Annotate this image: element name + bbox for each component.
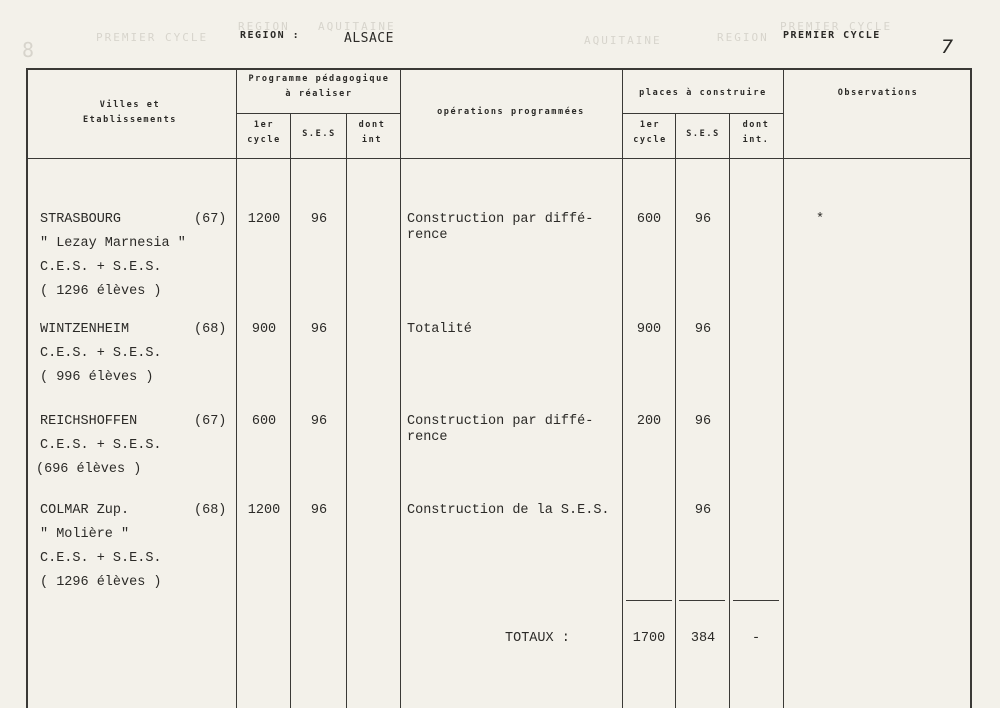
table-frame bbox=[26, 68, 972, 708]
establishment-type: C.E.S. + S.E.S. bbox=[40, 438, 162, 453]
totals-label: TOTAUX : bbox=[505, 631, 570, 646]
prog-1er-value: 600 bbox=[251, 414, 277, 429]
student-count: ( 1296 élèves ) bbox=[40, 575, 162, 590]
ghost-cycle-right: PREMIER CYCLE bbox=[780, 20, 893, 33]
department-code: (67) bbox=[194, 212, 227, 227]
establishment-type: C.E.S. + S.E.S. bbox=[40, 260, 162, 275]
places-ses-value: 96 bbox=[694, 503, 712, 518]
totals-rule bbox=[733, 600, 779, 601]
prog-ses-value: 96 bbox=[310, 322, 328, 337]
totals-places-1er: 1700 bbox=[632, 631, 666, 646]
department-code: (68) bbox=[194, 503, 227, 518]
establishment-name: " Lezay Marnesia " bbox=[40, 236, 186, 251]
totals-places-ses: 384 bbox=[690, 631, 716, 646]
col-rule bbox=[236, 68, 237, 708]
observation-asterisk: * bbox=[816, 212, 825, 227]
department-code: (67) bbox=[194, 414, 227, 429]
ghost-region-mid: REGION bbox=[717, 31, 769, 44]
prog-ses-value: 96 bbox=[310, 212, 328, 227]
places-1er-value: 200 bbox=[636, 414, 662, 429]
prog-ses-value: 96 bbox=[310, 503, 328, 518]
ghost-page-number: 8 bbox=[22, 38, 37, 62]
city-name: WINTZENHEIM bbox=[40, 322, 130, 337]
col-header-places-ses: S.E.S bbox=[686, 129, 720, 139]
header-bottom-rule bbox=[26, 158, 972, 159]
city-name: STRASBOURG bbox=[40, 212, 122, 227]
col-header-prog-ses: S.E.S bbox=[302, 129, 336, 139]
header-subrule bbox=[622, 113, 783, 114]
student-count: ( 1296 élèves ) bbox=[40, 284, 162, 299]
ghost-region-name-mid: AQUITAINE bbox=[584, 34, 662, 47]
totals-rule bbox=[626, 600, 672, 601]
cycle-title: PREMIER CYCLE bbox=[783, 30, 881, 41]
prog-1er-value: 900 bbox=[251, 322, 277, 337]
page-number: 7 bbox=[941, 36, 954, 58]
ghost-cycle-left: PREMIER CYCLE bbox=[96, 31, 209, 44]
city-name: REICHSHOFFEN bbox=[40, 414, 138, 429]
student-count: (696 élèves ) bbox=[36, 462, 142, 477]
col-header-places-1er: 1er cycle bbox=[633, 120, 667, 145]
prog-1er-value: 1200 bbox=[247, 503, 281, 518]
places-ses-value: 96 bbox=[694, 322, 712, 337]
col-header-prog-1er: 1er cycle bbox=[247, 120, 281, 145]
col-header-places-dont: dont int. bbox=[742, 120, 770, 145]
establishment-type: C.E.S. + S.E.S. bbox=[40, 551, 162, 566]
col-rule bbox=[675, 113, 676, 708]
city-name: COLMAR Zup. bbox=[40, 503, 130, 518]
region-label: REGION : bbox=[240, 30, 301, 41]
col-header-programme: Programme pédagogique à réaliser bbox=[248, 74, 390, 99]
col-header-villes: Villes et Etablissements bbox=[82, 100, 178, 125]
col-header-prog-dont: dont int bbox=[358, 120, 386, 145]
places-1er-value: 900 bbox=[636, 322, 662, 337]
ghost-region-name-left: AQUITAINE bbox=[318, 20, 396, 33]
col-header-operations: opérations programmées bbox=[437, 107, 585, 117]
establishment-name: " Molière " bbox=[40, 527, 130, 542]
operation-text: Construction par diffé- rence bbox=[407, 212, 594, 243]
operation-text: Totalité bbox=[407, 322, 472, 337]
col-rule bbox=[729, 113, 730, 708]
prog-ses-value: 96 bbox=[310, 414, 328, 429]
totals-rule bbox=[679, 600, 725, 601]
places-1er-value: 600 bbox=[636, 212, 662, 227]
places-ses-value: 96 bbox=[694, 212, 712, 227]
col-header-observations: Observations bbox=[837, 88, 919, 98]
ghost-region-left: REGION bbox=[238, 20, 290, 33]
col-rule bbox=[400, 68, 401, 708]
col-rule bbox=[622, 68, 623, 708]
places-ses-value: 96 bbox=[694, 414, 712, 429]
operation-text: Construction par diffé- rence bbox=[407, 414, 594, 445]
col-rule bbox=[346, 113, 347, 708]
operation-text: Construction de la S.E.S. bbox=[407, 503, 610, 518]
col-rule bbox=[783, 68, 784, 708]
col-header-places: places à construire bbox=[639, 88, 767, 98]
establishment-type: C.E.S. + S.E.S. bbox=[40, 346, 162, 361]
col-rule bbox=[290, 113, 291, 708]
prog-1er-value: 1200 bbox=[247, 212, 281, 227]
department-code: (68) bbox=[194, 322, 227, 337]
header-subrule bbox=[236, 113, 400, 114]
student-count: ( 996 élèves ) bbox=[40, 370, 154, 385]
region-name: ALSACE bbox=[344, 31, 394, 46]
totals-places-dont: - bbox=[751, 631, 761, 646]
